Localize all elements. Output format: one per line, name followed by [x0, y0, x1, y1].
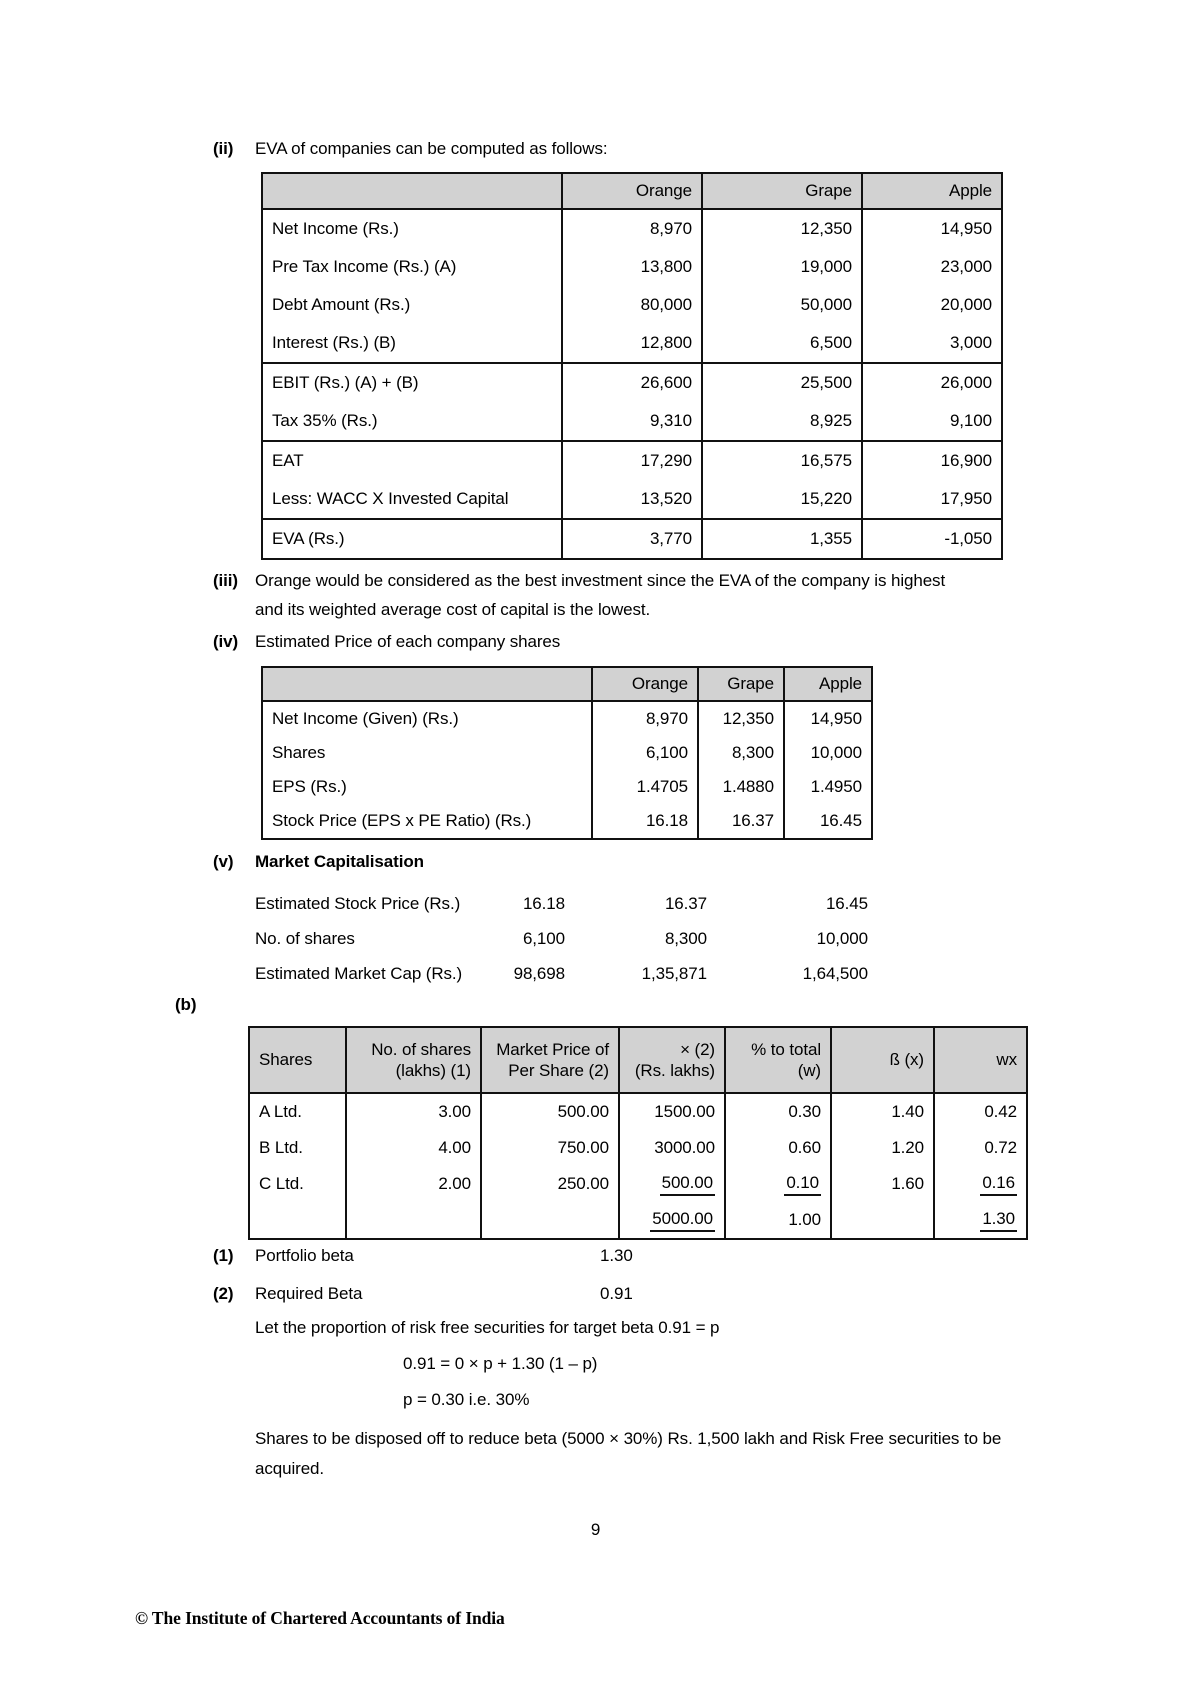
cell: [619, 1166, 725, 1202]
header-cell: Grape: [698, 667, 784, 701]
note-marker: (1): [213, 1246, 234, 1265]
row-label: Shares: [272, 743, 326, 762]
cell: 80,000: [562, 286, 702, 324]
table-total-row: [249, 1202, 1027, 1239]
cell: 2.00: [346, 1166, 481, 1202]
table-row: [262, 286, 1002, 324]
cell: 4.00: [346, 1130, 481, 1166]
underlined-value: 500.00: [660, 1173, 715, 1196]
table-row: [262, 248, 1002, 286]
cell: 1,35,871: [641, 963, 707, 983]
row-label: EBIT (Rs.) (A) + (B): [262, 363, 562, 402]
cell: 0.30: [725, 1093, 831, 1130]
cell: 0.72: [934, 1130, 1027, 1166]
header-line: (w): [797, 1061, 821, 1080]
section-marker: (ii): [213, 139, 234, 158]
cell: 16,575: [702, 441, 862, 480]
header-line: Shares: [259, 1050, 313, 1070]
cell: 8,970: [592, 701, 698, 736]
table-row-ebit: [262, 363, 1002, 402]
cell: 9,310: [562, 402, 702, 441]
header-line: Market Price of: [496, 1039, 609, 1059]
table-row: [262, 402, 1002, 441]
table-row: [262, 480, 1002, 519]
table-row: [262, 209, 1002, 248]
header-cell: [619, 1027, 725, 1093]
table-header-row: [262, 173, 1002, 209]
header-line: ß (x): [889, 1050, 924, 1070]
cell: 16.45: [784, 804, 872, 839]
header-cell: [934, 1027, 1027, 1093]
row-label: EVA (Rs.): [262, 519, 562, 559]
note-label: Portfolio beta: [255, 1246, 354, 1265]
cell: [934, 1202, 1027, 1239]
header-cell: Orange: [592, 667, 698, 701]
section-iv-heading: [213, 632, 913, 652]
header-cell: [831, 1027, 934, 1093]
section-marker: (iv): [213, 632, 239, 651]
cell: 14,950: [784, 701, 872, 736]
row-label: Net Income (Rs.): [272, 219, 399, 238]
cell: 1,355: [702, 519, 862, 559]
market-cap-block: [255, 886, 870, 991]
cell: 1,64,500: [802, 963, 868, 983]
cell: [619, 1202, 725, 1239]
cell: -1,050: [862, 519, 1002, 559]
table-header-row: [262, 667, 872, 701]
row-label: Debt Amount (Rs.): [272, 295, 411, 314]
cell: 98,698: [513, 963, 565, 983]
header-cell: Grape: [702, 173, 862, 209]
cell: 0.42: [934, 1093, 1027, 1130]
cell: B Ltd.: [259, 1138, 303, 1157]
cell: 16.37: [664, 893, 707, 913]
cell: 6,500: [702, 324, 862, 363]
cell: 6,100: [522, 928, 565, 948]
cell: [934, 1166, 1027, 1202]
market-cap-row: [255, 921, 870, 956]
cell: 16.18: [522, 893, 565, 913]
cell: 16.18: [592, 804, 698, 839]
section-heading-text: EVA of companies can be computed as follows:: [255, 139, 608, 158]
row-label: Stock Price (EPS x PE Ratio) (Rs.): [272, 811, 532, 830]
cell: 8,300: [698, 736, 784, 770]
header-cell-blank: [262, 173, 562, 209]
underlined-value: 0.16: [980, 1173, 1017, 1196]
cell: 19,000: [702, 248, 862, 286]
row-label: Less: WACC X Invested Capital: [272, 489, 509, 508]
table-row: [262, 324, 1002, 363]
row-label: Estimated Stock Price (Rs.): [255, 893, 461, 913]
estimated-price-table: [261, 666, 873, 840]
cell: 1.00: [725, 1202, 831, 1239]
portfolio-beta-table: [248, 1026, 1028, 1240]
cell: 3,770: [562, 519, 702, 559]
cell: 23,000: [862, 248, 1002, 286]
footer-copyright: © The Institute of Chartered Accountants of India: [135, 1608, 505, 1628]
header-line: wx: [996, 1050, 1017, 1070]
cell: 50,000: [702, 286, 862, 324]
cell: 16.45: [825, 893, 868, 913]
section-heading-text: Market Capitalisation: [255, 852, 424, 871]
header-cell: [249, 1027, 346, 1093]
section-marker: (v): [213, 852, 234, 871]
header-line: Per Share (2): [508, 1061, 609, 1080]
table-row-eva: [262, 519, 1002, 559]
row-label: EAT: [262, 441, 562, 480]
cell: 16.37: [698, 804, 784, 839]
cell: 1.40: [831, 1093, 934, 1130]
header-cell: Apple: [784, 667, 872, 701]
cell: 1500.00: [619, 1093, 725, 1130]
cell: A Ltd.: [259, 1102, 302, 1121]
table-header-row: [249, 1027, 1027, 1093]
header-cell: [481, 1027, 619, 1093]
cell: 1.4950: [784, 770, 872, 804]
row-label: Net Income (Given) (Rs.): [272, 709, 459, 728]
header-cell: Orange: [562, 173, 702, 209]
cell: 6,100: [592, 736, 698, 770]
conclusion-paragraph: Shares to be disposed off to reduce beta (5000 × 30%) Rs. 1,500 lakh and Risk Free securities to be acquired.: [255, 1429, 1002, 1478]
equation-2: p = 0.30 i.e. 30%: [403, 1390, 530, 1409]
row-label: Interest (Rs.) (B): [272, 333, 396, 352]
equation-1: 0.91 = 0 × p + 1.30 (1 – p): [403, 1354, 598, 1373]
note-value: 0.91: [600, 1284, 633, 1303]
cell: 0.60: [725, 1130, 831, 1166]
table-row-eat: [262, 441, 1002, 480]
header-cell: [725, 1027, 831, 1093]
underlined-total: 5000.00: [650, 1209, 715, 1232]
cell: 12,800: [562, 324, 702, 363]
header-line: × (2): [680, 1039, 715, 1059]
header-line: No. of shares: [371, 1039, 471, 1059]
cell: C Ltd.: [259, 1174, 304, 1193]
cell: 26,000: [862, 363, 1002, 402]
cell: 8,970: [562, 209, 702, 248]
market-cap-row: [255, 886, 870, 921]
row-label: Pre Tax Income (Rs.) (A): [272, 257, 457, 276]
part-b-marker: (b): [175, 995, 197, 1014]
cell: 16,900: [862, 441, 1002, 480]
note-required-beta: [213, 1284, 913, 1304]
table-row: [249, 1093, 1027, 1130]
section-marker: (iii): [213, 571, 238, 590]
cell: 8,925: [702, 402, 862, 441]
cell: 25,500: [702, 363, 862, 402]
cell: 14,950: [862, 209, 1002, 248]
cell: 10,000: [784, 736, 872, 770]
table-row: [262, 770, 872, 804]
header-line: % to total: [751, 1039, 821, 1059]
section-heading-text: Estimated Price of each company shares: [255, 632, 561, 651]
cell: 1.60: [831, 1166, 934, 1202]
page-number: 9: [590, 1520, 601, 1539]
header-line: (Rs. lakhs): [634, 1061, 715, 1080]
header-cell: [346, 1027, 481, 1093]
cell: 17,290: [562, 441, 702, 480]
section-v-heading: [213, 852, 813, 872]
table-row: [249, 1166, 1027, 1202]
header-cell: Apple: [862, 173, 1002, 209]
cell: 250.00: [481, 1166, 619, 1202]
cell: 8,300: [664, 928, 707, 948]
cell: 3.00: [346, 1093, 481, 1130]
header-cell-blank: [262, 667, 592, 701]
cell: 12,350: [698, 701, 784, 736]
cell: [481, 1202, 619, 1239]
cell: 3000.00: [619, 1130, 725, 1166]
paragraph-text: Orange would be considered as the best investment since the EVA of the company is highest and its weighted average cost of capital is the lowest.: [255, 571, 946, 619]
eva-table: [261, 172, 1003, 560]
table-row: [262, 736, 872, 770]
cell: 1.20: [831, 1130, 934, 1166]
cell: 20,000: [862, 286, 1002, 324]
cell: 1.4880: [698, 770, 784, 804]
table-row: [262, 701, 872, 736]
table-row: [262, 804, 872, 839]
cell: 3,000: [862, 324, 1002, 363]
cell: 10,000: [816, 928, 868, 948]
cell: 12,350: [702, 209, 862, 248]
cell: 26,600: [562, 363, 702, 402]
cell: [725, 1166, 831, 1202]
row-label: Tax 35% (Rs.): [272, 411, 378, 430]
row-label: No. of shares: [255, 928, 355, 948]
note-marker: (2): [213, 1284, 234, 1303]
cell: [831, 1202, 934, 1239]
cell: 13,800: [562, 248, 702, 286]
underlined-value: 0.10: [784, 1173, 821, 1196]
working-intro: Let the proportion of risk free securities for target beta 0.91 = p: [255, 1318, 720, 1337]
row-label: Estimated Market Cap (Rs.): [255, 963, 463, 983]
section-iii-paragraph: [213, 566, 975, 624]
cell: 500.00: [481, 1093, 619, 1130]
cell: 17,950: [862, 480, 1002, 519]
cell: 750.00: [481, 1130, 619, 1166]
cell: 15,220: [702, 480, 862, 519]
cell: 1.4705: [592, 770, 698, 804]
note-label: Required Beta: [255, 1284, 363, 1303]
cell: [346, 1202, 481, 1239]
table-row: [249, 1130, 1027, 1166]
note-portfolio-beta: [213, 1246, 913, 1266]
underlined-total: 1.30: [980, 1209, 1017, 1232]
row-label: EPS (Rs.): [272, 777, 347, 796]
market-cap-row: [255, 956, 870, 991]
cell: 9,100: [862, 402, 1002, 441]
cell: 13,520: [562, 480, 702, 519]
header-line: (lakhs) (1): [395, 1061, 471, 1080]
note-value: 1.30: [600, 1246, 633, 1265]
cell: [249, 1202, 346, 1239]
section-ii-heading: [213, 139, 993, 159]
